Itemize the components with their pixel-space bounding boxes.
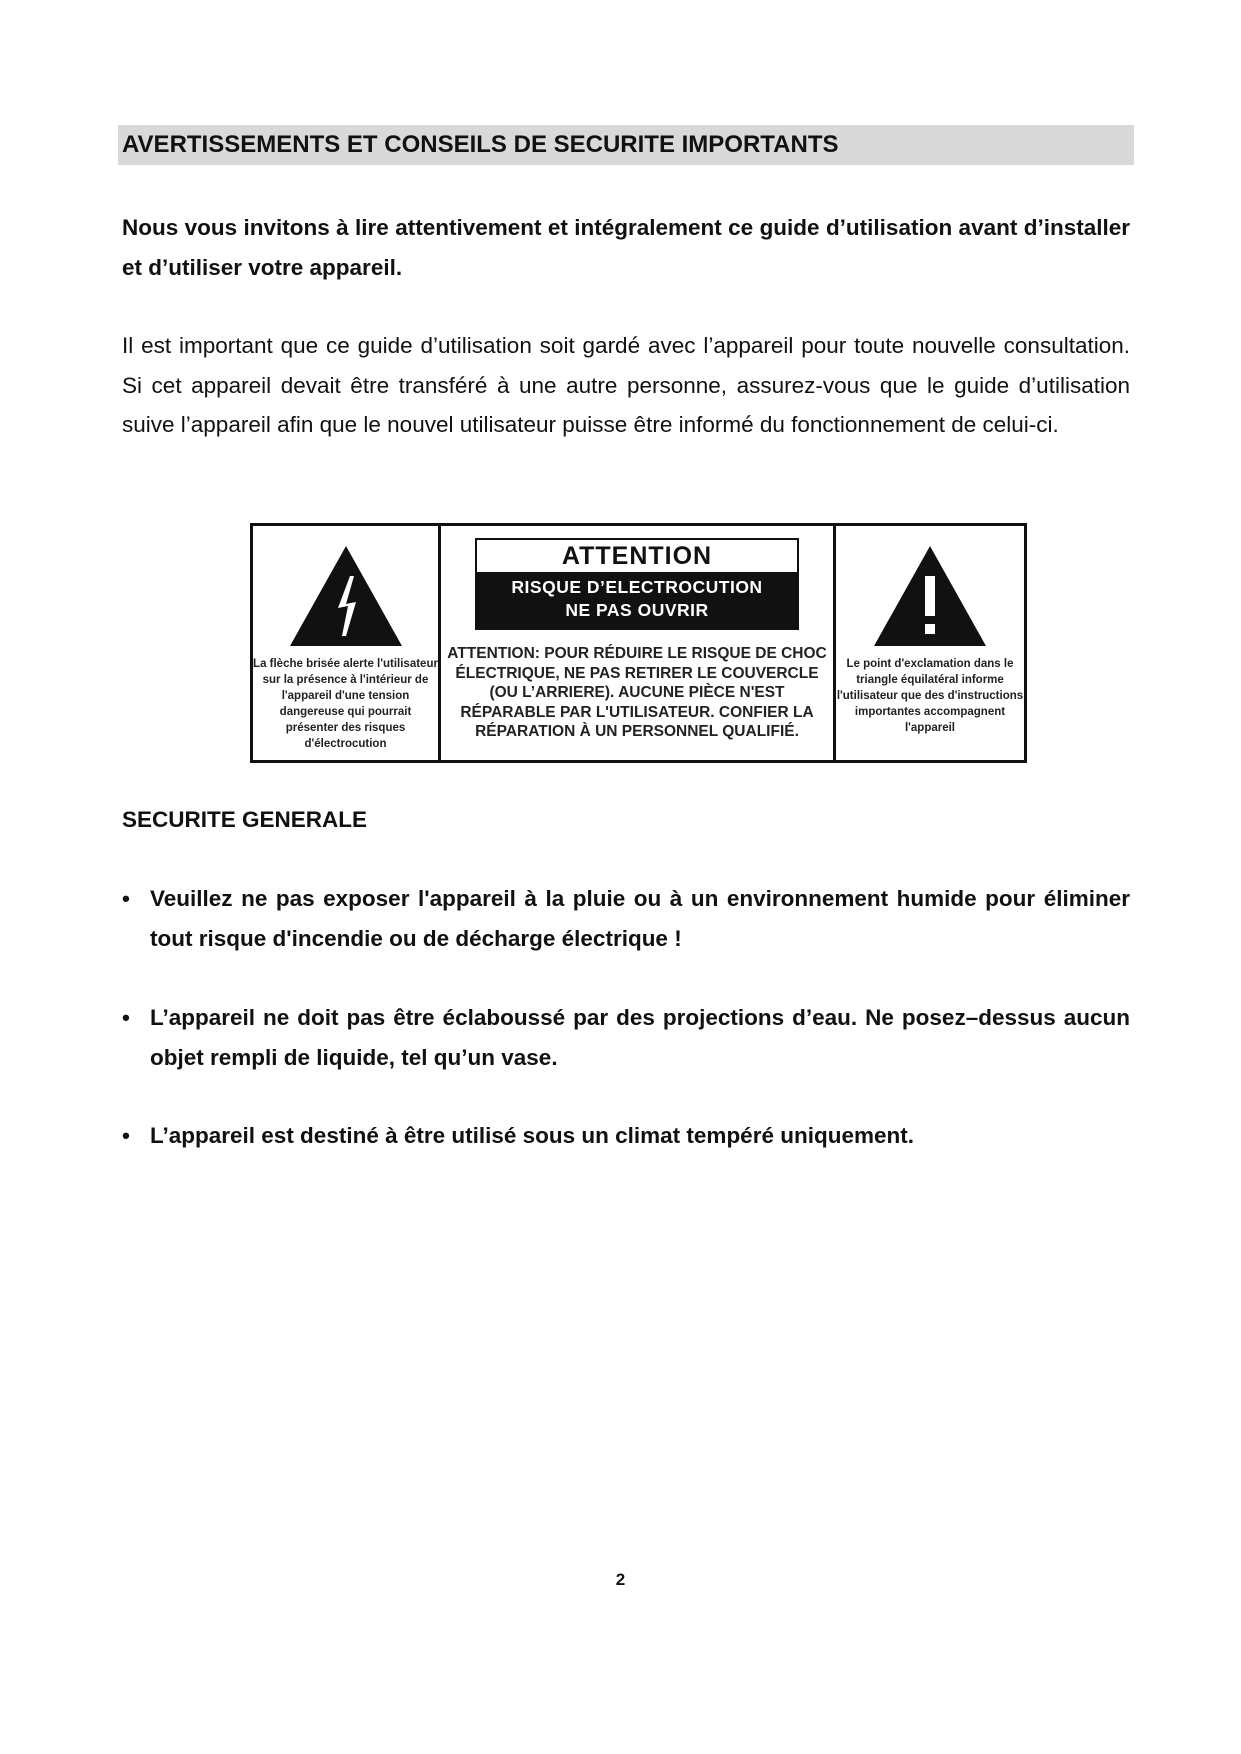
attention-banner-line1: RISQUE D’ELECTROCUTION: [511, 577, 763, 597]
warning-panel: [250, 523, 1027, 763]
exclamation-triangle-icon: [874, 546, 986, 646]
attention-banner-line2: NE PAS OUVRIR: [565, 600, 709, 620]
list-item: [122, 879, 1130, 958]
intro-bold-paragraph: Nous vous invitons à lire attentivement et intégralement ce guide d’utilisation avant d’installer et d’utiliser votre appareil.: [122, 215, 1130, 280]
attention-banner: [477, 572, 797, 628]
page-number: 2: [615, 1570, 626, 1589]
exclamation-warning-cell: [836, 526, 1024, 760]
intro-paragraph: Il est important que ce guide d’utilisation soit gardé avec l’appareil pour toute nouvelle consultation. Si cet appareil devait être transféré à une autre personne, assurez-vous que le guide d’utilisation suive l’appareil afin que le nouvel utilisateur puisse être informé du fonctionnement de celui-ci.: [122, 333, 1130, 437]
bullet-icon: •: [122, 886, 130, 911]
exclamation-warning-text: Le point d'exclamation dans le triangle équilatéral informe l'utilisateur que des d'instructions importantes accompagnent l'appareil: [836, 658, 1024, 734]
electric-warning-cell: [253, 526, 441, 760]
list-item-text: Veuillez ne pas exposer l'appareil à la pluie ou à un environnement humide pour éliminer tout risque d'incendie ou de décharge électrique !: [150, 886, 1130, 951]
electric-warning-text: La flèche brisée alerte l'utilisateur sur la présence à l'intérieur de l'appareil d'une tension dangereuse qui pourrait présenter des risques d'électrocution: [253, 658, 438, 750]
bullet-icon: •: [122, 1005, 130, 1030]
list-item-text: L’appareil ne doit pas être éclaboussé par des projections d’eau. Ne posez–dessus aucun objet rempli de liquide, tel qu’un vase.: [150, 1005, 1130, 1070]
attention-text: ATTENTION: POUR RÉDUIRE LE RISQUE DE CHOC ÉLECTRIQUE, NE PAS RETIRER LE COUVERCLE (OU L’ARRIERE). AUCUNE PIÈCE N'EST RÉPARABLE PAR L'UTILISATEUR. CONFIER LA RÉPARATION À UN PERSONNEL QUALIFIÉ.: [447, 645, 827, 740]
general-safety-title: SECURITE GENERALE: [122, 807, 368, 832]
lightning-triangle-icon: [290, 546, 402, 646]
list-item-text: L’appareil est destiné à être utilisé sous un climat tempéré uniquement.: [150, 1123, 914, 1148]
list-item: [122, 1116, 1130, 1156]
bullet-icon: •: [122, 1123, 130, 1148]
attention-title: ATTENTION: [561, 542, 713, 570]
section-heading: AVERTISSEMENTS ET CONSEILS DE SECURITE IMPORTANTS: [118, 125, 1134, 165]
list-item: [122, 998, 1130, 1077]
attention-cell: [441, 526, 836, 760]
attention-label: [475, 538, 799, 630]
